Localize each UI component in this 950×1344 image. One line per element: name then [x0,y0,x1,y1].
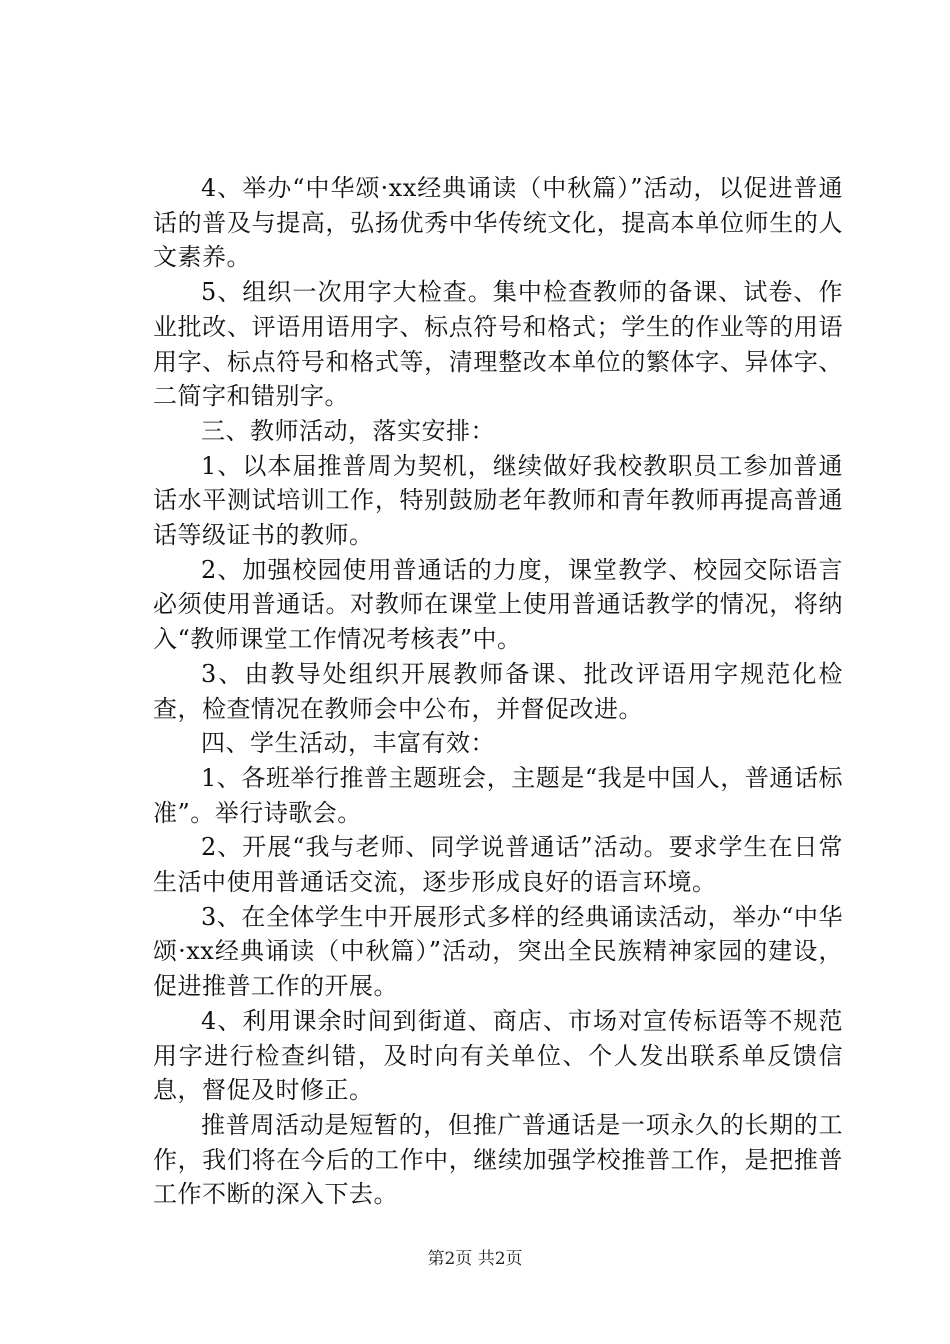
paragraph-teacher-3: 3、由教导处组织开展教师备课、批改评语用字规范化检查，检查情况在教师会中公布，并督促改进。 [153,659,843,723]
paragraph-student-2: 2、开展“我与老师、同学说普通话”活动。要求学生在日常生活中使用普通话交流，逐步形成良好的语言环境。 [153,833,843,897]
paragraph-teacher-1: 1、以本届推普周为契机，继续做好我校教职员工参加普通话水平测试培训工作，特别鼓励老年教师和青年教师再提高普通话等级证书的教师。 [153,451,843,550]
paragraph-student-1: 1、各班举行推普主题班会，主题是“我是中国人，普通话标准”。举行诗歌会。 [153,763,843,827]
section-heading-teacher-activities: 三、教师活动，落实安排： [201,416,495,445]
document-body [153,171,843,1212]
page-number-footer: 第2页 共2页 [427,1249,523,1269]
paragraph-activity-5: 5、组织一次用字大检查。集中检查教师的备课、试卷、作业批改、评语用语用字、标点符号和格式；学生的作业等的用语用字、标点符号和格式等，清理整改本单位的繁体字、异体字、二简字和错别字。 [153,278,843,411]
paragraph-student-4: 4、利用课余时间到街道、商店、市场对宣传标语等不规范用字进行检查纠错，及时向有关单位、个人发出联系单反馈信息，督促及时修正。 [153,1006,843,1105]
paragraph-activity-4: 4、举办“中华颂·xx经典诵读（中秋篇）”活动，以促进普通话的普及与提高，弘扬优秀中华传统文化，提高本单位师生的人文素养。 [153,174,843,272]
section-heading-student-activities: 四、学生活动，丰富有效： [201,729,495,758]
paragraph-student-3: 3、在全体学生中开展形式多样的经典诵读活动，举办“中华颂·xx经典诵读（中秋篇）”活动，突出全民族精神家园的建设，促进推普工作的开展。 [153,902,843,1001]
paragraph-teacher-2: 2、加强校园使用普通话的力度，课堂教学、校园交际语言必须使用普通话。对教师在课堂上使用普通话教学的情况，将纳入“教师课堂工作情况考核表”中。 [153,555,843,654]
paragraph-conclusion: 推普周活动是短暂的，但推广普通话是一项永久的长期的工作，我们将在今后的工作中，继续加强学校推普工作，是把推普工作不断的深入下去。 [153,1110,843,1209]
